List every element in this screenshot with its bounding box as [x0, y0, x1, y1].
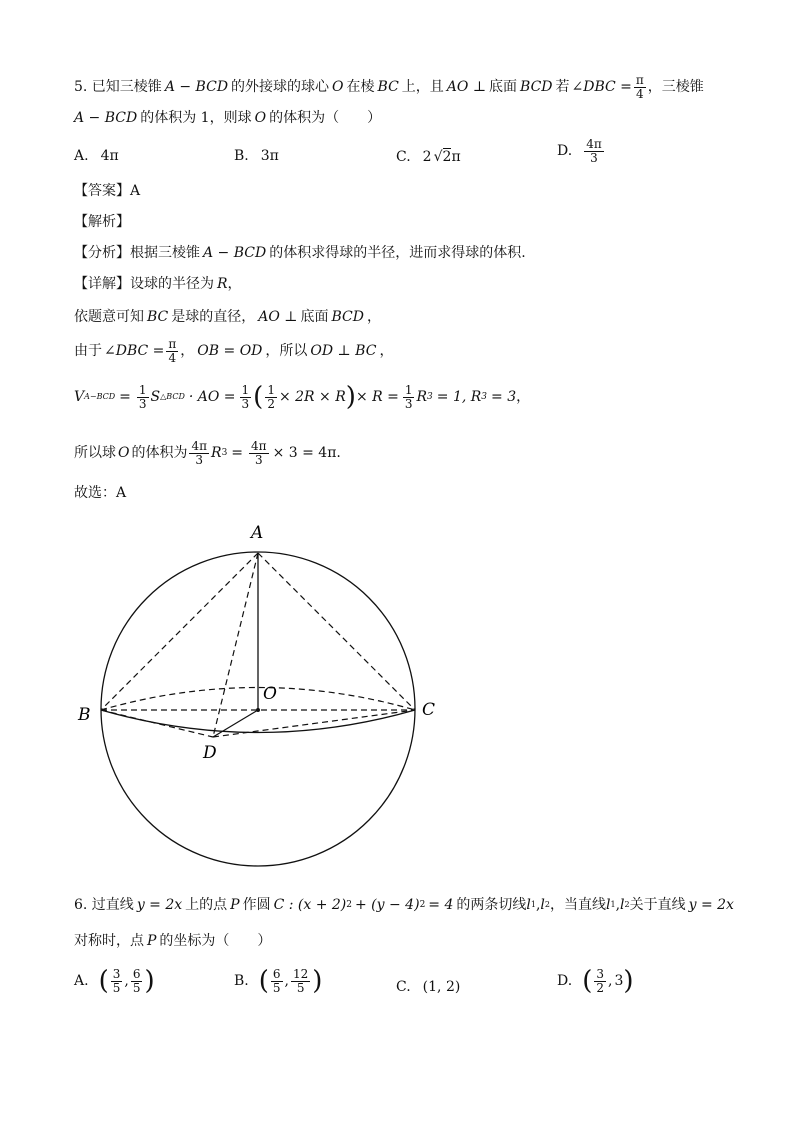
R: R: [211, 445, 222, 462]
frac-4pi-3: [189, 440, 209, 466]
q5-tet: A − BCD: [164, 79, 229, 96]
tail: = 1, R: [436, 389, 482, 406]
q5-AO-perp: AO ⊥: [446, 79, 487, 96]
dot-AO: · AO =: [188, 389, 236, 406]
times-2R-R: × 2R × R: [278, 389, 346, 406]
paren-close-icon: ): [345, 382, 356, 413]
exp: 2: [346, 899, 352, 910]
xiangjie-line: [74, 277, 242, 291]
q5-O: O: [332, 79, 344, 96]
text: 的体积求得球的半径，进而求得球的体积.: [269, 245, 526, 261]
text: 设球的半径为: [130, 276, 214, 292]
paren-open-icon: (: [258, 966, 269, 997]
q5-text: ，三棱锥: [647, 79, 704, 96]
frac-1-3: [403, 384, 415, 410]
angle: ∠DBC =: [104, 343, 165, 360]
BC: BC: [147, 309, 169, 325]
q5-tet: A − BCD: [74, 110, 138, 126]
q5-text: 的外接球的球心: [231, 79, 330, 96]
exp: 2: [419, 899, 426, 910]
q5-option-d: [557, 138, 606, 164]
text: 底面: [300, 309, 329, 325]
q5-text: 上，且: [401, 79, 444, 96]
S-sub: △BCD: [160, 392, 185, 402]
value: 3π: [260, 148, 279, 164]
sub: 2: [624, 900, 630, 909]
paren-close-icon: ): [312, 966, 323, 997]
den: 3: [590, 150, 598, 165]
q5-text: 的体积为（ ）: [269, 110, 382, 126]
text: ，: [180, 343, 195, 360]
q5-stem-line1: [74, 74, 704, 100]
q5-text: 5. 已知三棱锥: [74, 79, 162, 96]
l: l: [540, 897, 545, 913]
P: P: [230, 897, 240, 913]
frac: [594, 968, 606, 994]
tet: A − BCD: [203, 245, 267, 261]
label: C.: [396, 148, 411, 165]
tail2: = 3: [491, 389, 517, 406]
circle-eq: C : (x + 2): [273, 897, 347, 913]
q5-BC: BC: [377, 79, 399, 96]
ob-od: OB = OD: [197, 343, 263, 360]
den: 5: [112, 980, 121, 995]
text: 6. 过直线: [74, 897, 134, 913]
V: V: [74, 389, 85, 406]
q6-option-a: A. ( $\frac{3}{5}$ , $\frac{6}{5}$ ): [74, 966, 155, 997]
l: l: [620, 897, 625, 913]
label: A.: [74, 148, 89, 164]
edge-AB: [101, 553, 258, 710]
edge-AC: [258, 553, 415, 710]
circle-eq: + (y − 4): [355, 897, 420, 913]
num: 1: [404, 383, 413, 397]
label: D.: [557, 143, 573, 160]
q5-BCD: BCD: [520, 79, 553, 96]
pi-over-4: [166, 338, 178, 364]
frac: [271, 968, 283, 994]
fenxi-line: [74, 246, 526, 260]
detail-line-b: [74, 338, 393, 364]
paren-close-icon: ): [144, 966, 155, 997]
sub: 1: [610, 900, 616, 909]
text: 由于: [74, 343, 102, 360]
center-point: [256, 708, 260, 712]
den: 3: [404, 396, 413, 411]
value: π: [451, 148, 461, 165]
volume-formula: [74, 382, 531, 413]
q6-stem-line2: [74, 934, 271, 948]
text: 所以球: [74, 445, 116, 462]
value: [584, 138, 604, 164]
num: 4π: [191, 439, 208, 453]
num: 1: [138, 383, 147, 397]
q5-stem-line2: [74, 111, 381, 125]
paren-close-icon: ): [623, 966, 634, 997]
label-A: A: [251, 523, 264, 543]
label: B.: [234, 148, 249, 164]
detail-line-a: [74, 310, 381, 324]
q5-text: 在棱: [346, 79, 375, 96]
text: ，: [516, 389, 531, 406]
P: P: [147, 933, 157, 949]
edge-DC: [213, 710, 415, 737]
xiangjie-label: 【详解】: [74, 276, 130, 292]
label-C: C: [422, 700, 436, 720]
num: 6: [272, 967, 281, 981]
analysis-label: 【解析】: [74, 214, 130, 230]
label: D.: [557, 973, 573, 990]
q5-angle: ∠DBC =: [571, 79, 632, 96]
label: A.: [74, 973, 89, 990]
times-3: × 3 = 4π.: [272, 445, 341, 462]
q5-option-b: [234, 148, 279, 164]
sqrt-icon: √: [433, 148, 443, 165]
l: l: [606, 897, 611, 913]
AO-perp: AO ⊥: [258, 309, 298, 325]
num: 1: [241, 383, 250, 397]
den: 2: [267, 396, 275, 411]
paren-open-icon: (: [582, 966, 593, 997]
frac-1-3: [137, 384, 149, 410]
sphere-volume: [74, 440, 341, 466]
text: 对称时，点: [74, 933, 144, 949]
answer-label: 【答案】: [74, 183, 130, 199]
V-sub: A−BCD: [84, 392, 116, 402]
text: ，: [227, 276, 242, 292]
analysis-line: [74, 215, 130, 229]
fenxi-label: 【分析】: [74, 245, 130, 261]
text: 作圆: [242, 897, 271, 913]
text: ，所以: [265, 343, 308, 360]
choose: 故选：A: [74, 485, 127, 501]
q5-O: O: [254, 110, 267, 126]
paren-open-icon: (: [253, 382, 264, 413]
num: 12: [293, 967, 309, 981]
equator-front: [101, 710, 415, 733]
value: 2: [422, 148, 432, 165]
den: 4: [636, 86, 644, 101]
circle-eq: = 4: [428, 897, 454, 913]
text: 的两条切线: [456, 897, 527, 913]
O: O: [118, 445, 130, 462]
value: (1, 2): [422, 979, 461, 995]
od-perp-bc: OD ⊥ BC: [310, 343, 377, 360]
label-O: O: [263, 684, 277, 704]
value: 2: [442, 149, 452, 165]
sub: 1: [530, 900, 536, 909]
q6-option-d: D. ( $\frac{3}{2}$ , 3 ): [557, 966, 634, 997]
exp: 3: [221, 447, 228, 458]
frac-1-2: [265, 384, 277, 410]
den: 3: [138, 396, 147, 411]
sphere-tetrahedron-figure: [70, 515, 450, 875]
num: 1: [267, 383, 275, 397]
times-R: × R =: [355, 389, 399, 406]
q5-text: 的体积为 1，则球: [140, 110, 252, 126]
frac-1-3: [240, 384, 252, 410]
num: π: [635, 73, 644, 87]
eq: =: [119, 389, 131, 406]
text: ，当直线: [550, 897, 606, 913]
text: 关于直线: [629, 897, 686, 913]
frac-4pi-3: [249, 440, 269, 466]
paren-open-icon: (: [98, 966, 109, 997]
value: 3: [614, 973, 624, 990]
R: R: [416, 389, 428, 406]
exp: 3: [427, 391, 433, 402]
choose-line: [74, 486, 126, 500]
S: S: [150, 389, 161, 406]
den: 3: [195, 452, 204, 467]
line-eq: y = 2x: [136, 897, 183, 913]
den: 4: [168, 350, 177, 365]
num: 3: [596, 967, 604, 981]
den: 5: [296, 980, 305, 995]
text: ，: [366, 309, 381, 325]
label: C.: [396, 979, 411, 995]
num: π: [168, 337, 177, 351]
text: 是球的直径，: [171, 309, 256, 325]
num: 3: [112, 967, 121, 981]
text: 上的点: [185, 897, 228, 913]
value: 4π: [100, 148, 119, 164]
text: 的体积为: [131, 445, 188, 462]
q6-stem-line1: 6. 过直线 y = 2x 上的点 P 作圆 C : (x + 2) 2 + (y − 4) 2 = 4 的两条切线 l 1 , l 2 ，当直线 l 1 , l 2 关于直线 y = 2x: [74, 897, 734, 913]
text: 的坐标为（ ）: [159, 933, 272, 949]
answer-line: [74, 184, 140, 198]
den: 3: [254, 452, 263, 467]
q5-option-c: [396, 148, 461, 165]
q6-option-b: B. ( $\frac{6}{5}$ , $\frac{12}{5}$ ): [234, 966, 323, 997]
text: 根据三棱锥: [130, 245, 200, 261]
eq: =: [231, 445, 244, 462]
frac: [131, 968, 143, 994]
frac: [291, 968, 310, 994]
den: 5: [132, 980, 141, 995]
frac: [111, 968, 123, 994]
line-eq: y = 2x: [688, 897, 734, 913]
den: 3: [241, 396, 250, 411]
q5-pi-over-4: [634, 74, 646, 100]
den: 2: [596, 980, 604, 995]
num: 4π: [251, 439, 267, 453]
q6-option-c: [396, 979, 460, 995]
den: 5: [272, 980, 281, 995]
num: 6: [132, 967, 141, 981]
label: B.: [234, 973, 249, 990]
BCD: BCD: [331, 309, 364, 325]
text: 依题意可知: [74, 309, 144, 325]
label-D: D: [203, 743, 217, 763]
q5-option-a: [74, 148, 119, 164]
text: ，: [379, 343, 394, 360]
label-B: B: [78, 705, 91, 725]
q5-text: 若: [555, 79, 570, 96]
sub: 2: [544, 900, 550, 909]
answer-value: A: [130, 183, 141, 199]
R: R: [217, 276, 228, 292]
num: 4π: [586, 137, 602, 151]
l: l: [526, 897, 531, 913]
exp: 3: [481, 391, 488, 402]
q5-text: 底面: [489, 79, 518, 96]
